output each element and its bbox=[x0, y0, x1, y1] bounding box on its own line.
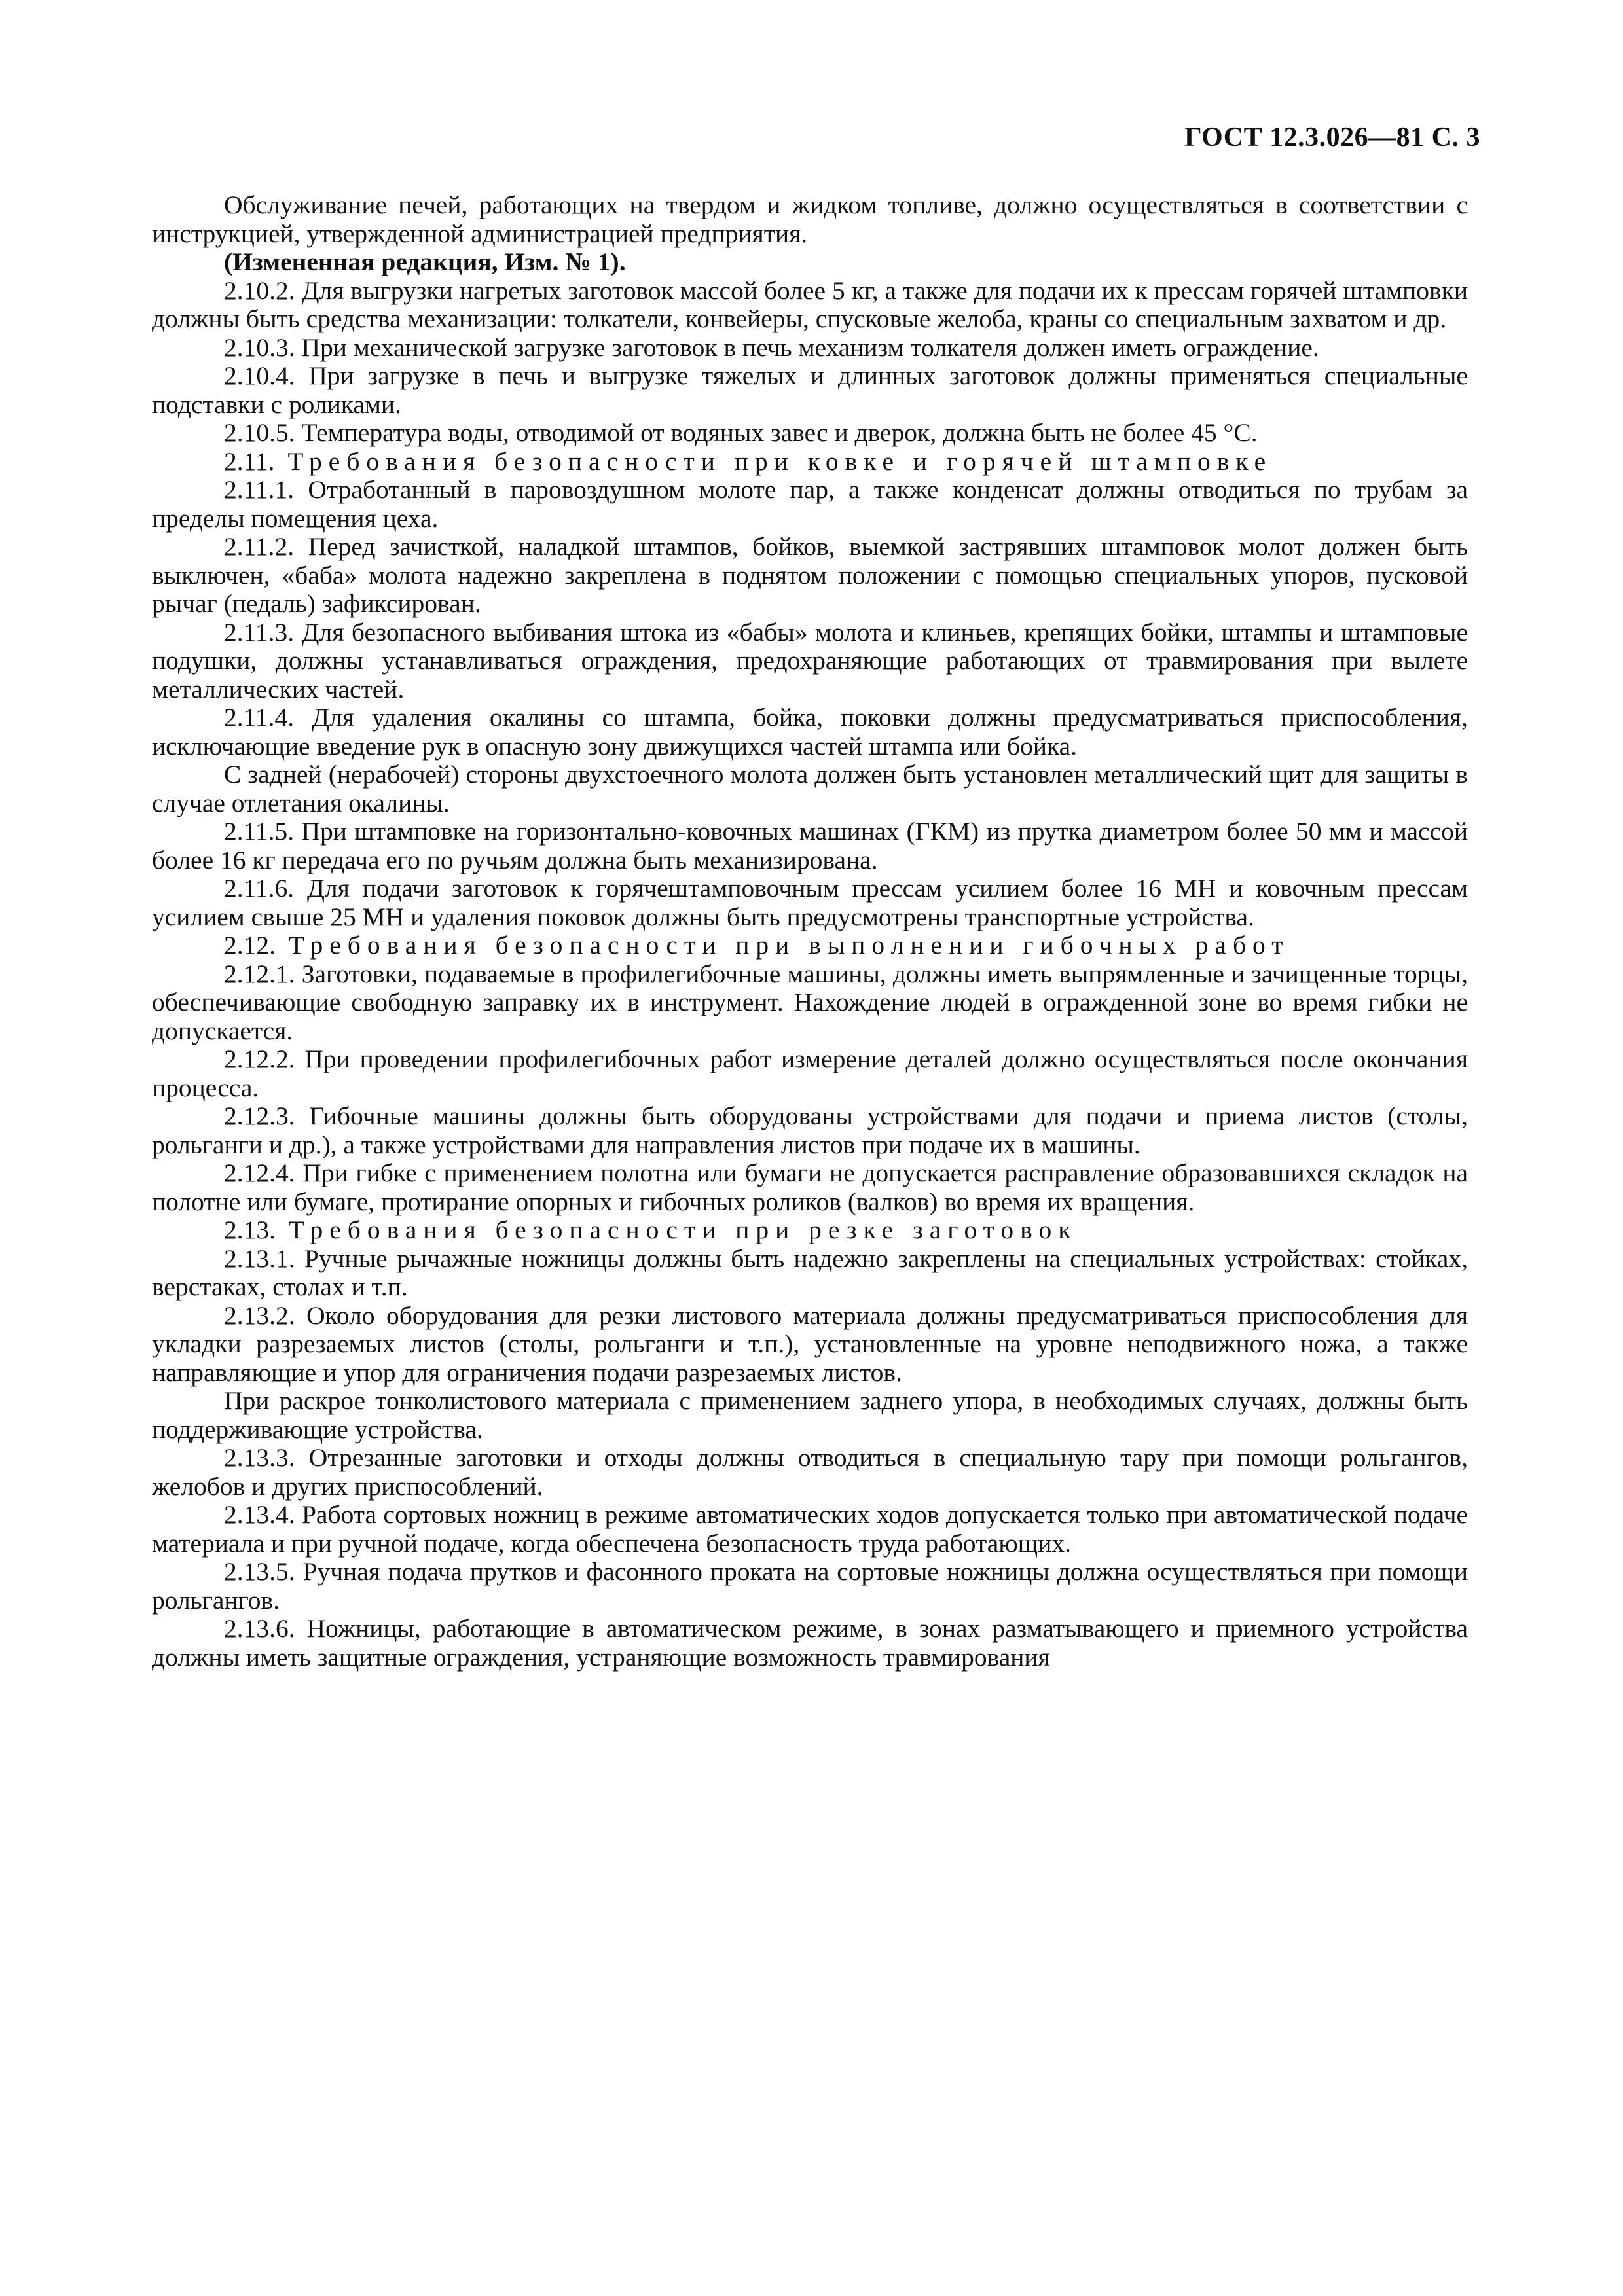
paragraph: Обслуживание печей, работающих на твердом и жидком топливе, должно осуществляться в соответствии с инструкцией, утвержденной администрацией предприятия. bbox=[152, 190, 1468, 248]
section-number: 2.11. bbox=[224, 446, 275, 476]
paragraph: С задней (нерабочей) стороны двухстоечного молота должен быть установлен металлический щит для защиты в случае отлетания окалины. bbox=[152, 760, 1468, 817]
amendment-note: (Измененная редакция, Изм. № 1). bbox=[224, 247, 626, 276]
paragraph: 2.11.3. Для безопасного выбивания штока из «бабы» молота и клиньев, крепящих бойки, штампы и штамповые подушки, должны устанавливаться ограждения, предохраняющие работающих от травмирования при вылете металлических частей. bbox=[152, 617, 1468, 704]
paragraph: 2.13.3. Отрезанные заготовки и отходы должны отводиться в специальную тару при помощи рольгангов, желобов и других приспособлений. bbox=[152, 1443, 1468, 1501]
section-heading bbox=[152, 1216, 1468, 1245]
section-number: 2.12. bbox=[224, 931, 276, 960]
section-number: 2.13. bbox=[224, 1215, 276, 1244]
paragraph: 2.12.4. При гибке с применением полотна или бумаги не допускается расправление образовавшихся складок на полотне или бумаге, протирание опорных и гибочных роликов (валков) во время их вращения. bbox=[152, 1158, 1468, 1216]
section-title: Требования безопасности при резке заготовок bbox=[288, 1215, 1078, 1244]
paragraph: 2.10.3. При механической загрузке заготовок в печь механизм толкателя должен иметь ограждение. bbox=[224, 332, 1319, 362]
paragraph: 2.11.1. Отработанный в паровоздушном молоте пар, а также конденсат должны отводиться по трубам за пределы помещения цеха. bbox=[152, 475, 1468, 533]
paragraph: 2.11.5. При штамповке на горизонтально-ковочных машинах (ГКМ) из прутка диаметром более 50 мм и массой более 16 кг передача его по ручьям должна быть механизирована. bbox=[152, 817, 1468, 874]
paragraph: 2.10.5. Температура воды, отводимой от водяных завес и дверок, должна быть не более 45 °С. bbox=[224, 418, 1258, 447]
paragraph: 2.12.2. При проведении профилегибочных работ измерение деталей должно осуществляться после окончания процесса. bbox=[152, 1045, 1468, 1102]
paragraph: При раскрое тонколистового материала с применением заднего упора, в необходимых случаях, должны быть поддерживающие устройства. bbox=[152, 1386, 1468, 1444]
paragraph: 2.11.2. Перед зачисткой, наладкой штампов, бойков, выемкой застрявших штамповок молот должен быть выключен, «баба» молота надежно закреплена в поднятом положении с помощью специальных упоров, пусковой рычаг (педаль) зафиксирован. bbox=[152, 532, 1468, 618]
section-heading bbox=[152, 931, 1468, 960]
section-title: Требования безопасности при ковке и горячей штамповке bbox=[287, 446, 1273, 476]
paragraph: 2.13.5. Ручная подача прутков и фасонного проката на сортовые ножницы должна осуществляться при помощи рольгангов. bbox=[152, 1557, 1468, 1615]
paragraph: 2.11.4. Для удаления окалины со штампа, бойка, поковки должны предусматриваться приспособления, исключающие введение рук в опасную зону движущихся частей штампа или бойка. bbox=[152, 703, 1468, 761]
paragraph: 2.12.3. Гибочные машины должны быть оборудованы устройствами для подачи и приема листов (столы, рольганги и др.), а также устройствами для направления листов при подаче их в машины. bbox=[152, 1102, 1468, 1159]
paragraph: 2.13.4. Работа сортовых ножниц в режиме автоматических ходов допускается только при автоматической подаче материала и при ручной подаче, когда обеспечена безопасность труда работающих. bbox=[152, 1500, 1468, 1558]
paragraph: 2.10.4. При загрузке в печь и выгрузке тяжелых и длинных заготовок должны применяться специальные подставки с роликами. bbox=[152, 361, 1468, 419]
paragraph: 2.10.2. Для выгрузки нагретых заготовок массой более 5 кг, а также для подачи их к прессам горячей штамповки должны быть средства механизации: толкатели, конвейеры, спусковые желоба, краны со специальным захватом и др. bbox=[152, 276, 1468, 333]
section-heading bbox=[152, 448, 1468, 476]
paragraph: 2.13.6. Ножницы, работающие в автоматическом режиме, в зонах разматывающего и приемного устройства должны иметь защитные ограждения, устраняющие возможность травмирования bbox=[152, 1614, 1468, 1672]
paragraph: 2.11.6. Для подачи заготовок к горячештамповочным прессам усилием более 16 МН и ковочным прессам усилием свыше 25 МН и удаления поковок должны быть предусмотрены транспортные устройства. bbox=[152, 874, 1468, 931]
document-body bbox=[152, 191, 1468, 1672]
page-header: ГОСТ 12.3.026—81 С. 3 bbox=[1184, 122, 1480, 152]
paragraph: 2.13.2. Около оборудования для резки листового материала должны предусматриваться приспособления для укладки разрезаемых листов (столы, рольганги и т.п.), установленные на уровне неподвижного ножа, а также направляющие и упор для ограничения подачи разрезаемых листов. bbox=[152, 1300, 1468, 1387]
paragraph: 2.13.1. Ручные рычажные ножницы должны быть надежно закреплены на специальных устройствах: стойках, верстаках, столах и т.п. bbox=[152, 1244, 1468, 1301]
section-title: Требования безопасности при выполнении гибочных работ bbox=[288, 931, 1290, 960]
paragraph: 2.12.1. Заготовки, подаваемые в профилегибочные машины, должны иметь выпрямленные и зачищенные торцы, обеспечивающие свободную заправку их в инструмент. Нахождение людей в огражденной зоне во время гибки не допускается. bbox=[152, 959, 1468, 1045]
